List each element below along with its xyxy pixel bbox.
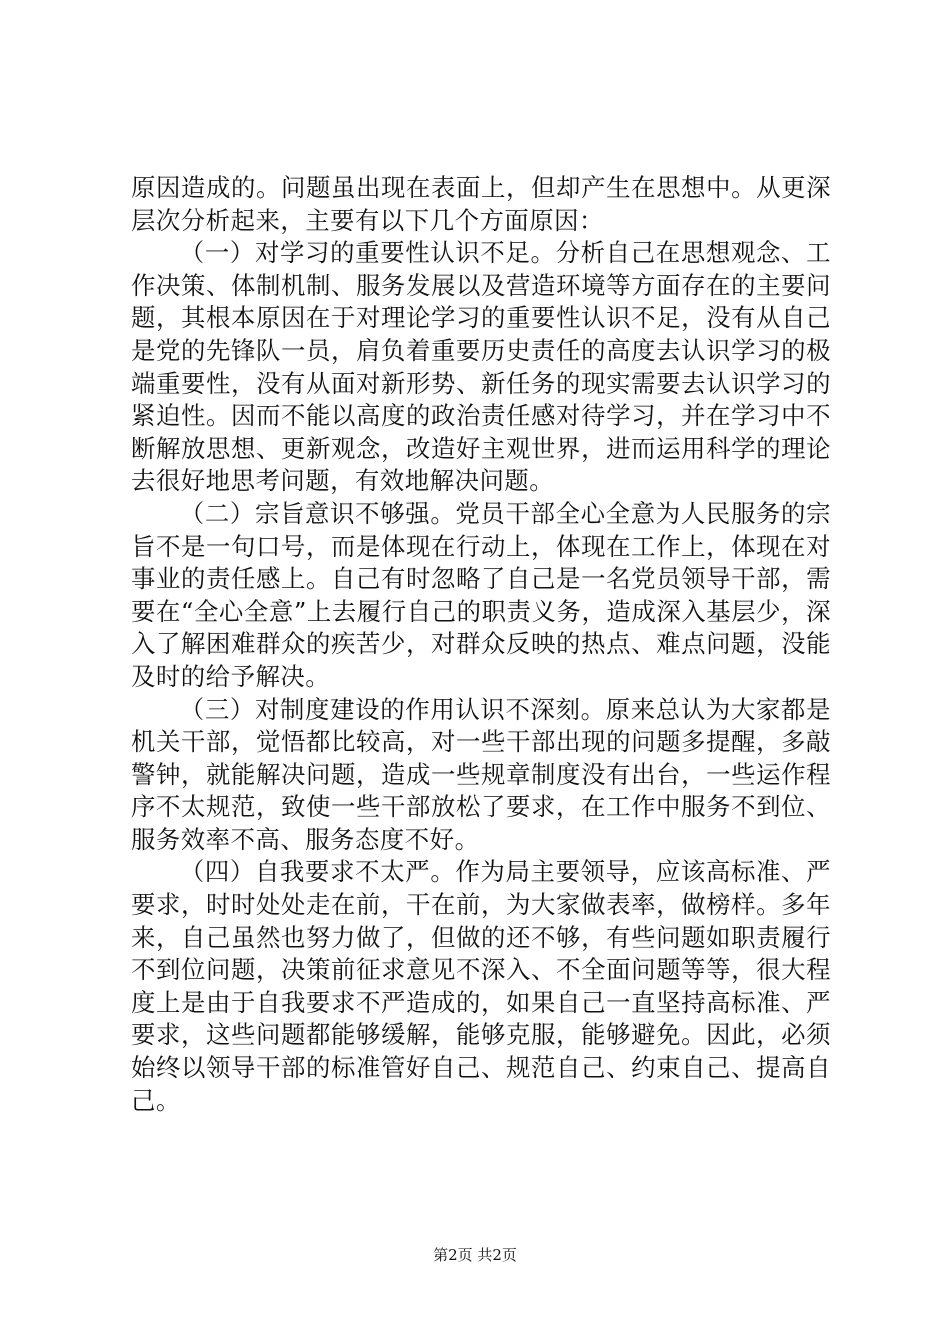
paragraph-section-1: （一）对学习的重要性认识不足。分析自己在思想观念、工作决策、体制机制、服务发展以及营造环境等方面存在的主要问题，其根本原因在于对理论学习的重要性认识不足，没有从自己是党的先锋队一员，肩负着重要历史责任的高度去认识学习的极端重要性，没有从面对新形势、新任务的现实需要去认识学习的紧迫性。因而不能以高度的政治责任感对待学习，并在学习中不断解放思想、更新观念，改造好主观世界，进而运用科学的理论去很好地思考问题，有效地解决问题。	[131, 238, 831, 496]
page-number-label: 第2页 共2页	[433, 1246, 517, 1264]
paragraph-continuation: 原因造成的。问题虽出现在表面上，但却产生在思想中。从更深层次分析起来，主要有以下几个方面原因：	[131, 173, 831, 235]
document-body	[131, 172, 831, 1117]
page-footer	[0, 1244, 950, 1265]
paragraph-section-2: （二）宗旨意识不够强。党员干部全心全意为人民服务的宗旨不是一句口号，而是体现在行动上，体现在工作上，体现在对事业的责任感上。自己有时忽略了自己是一名党员领导干部，需要在“全心全意”上去履行自己的职责义务，造成深入基层少，深入了解困难群众的疾苦少，对群众反映的热点、难点问题，没能及时的给予解决。	[131, 498, 831, 691]
paragraph-section-3: （三）对制度建设的作用认识不深刻。原来总认为大家都是机关干部，觉悟都比较高，对一些干部出现的问题多提醒，多敲警钟，就能解决问题，造成一些规章制度没有出台，一些运作程序不太规范，致使一些干部放松了要求，在工作中服务不到位、服务效率不高、服务态度不好。	[131, 694, 831, 854]
paragraph-section-4: （四）自我要求不太严。作为局主要领导，应该高标准、严要求，时时处处走在前，干在前，为大家做表率，做榜样。多年来，自己虽然也努力做了，但做的还不够，有些问题如职责履行不到位问题，决策前征求意见不深入、不全面问题等等，很大程度上是由于自我要求不严造成的，如果自己一直坚持高标准、严要求，这些问题都能够缓解，能够克服，能够避免。因此，必须始终以领导干部的标准管好自己、规范自己、约束自己、提高自己。	[131, 857, 831, 1115]
